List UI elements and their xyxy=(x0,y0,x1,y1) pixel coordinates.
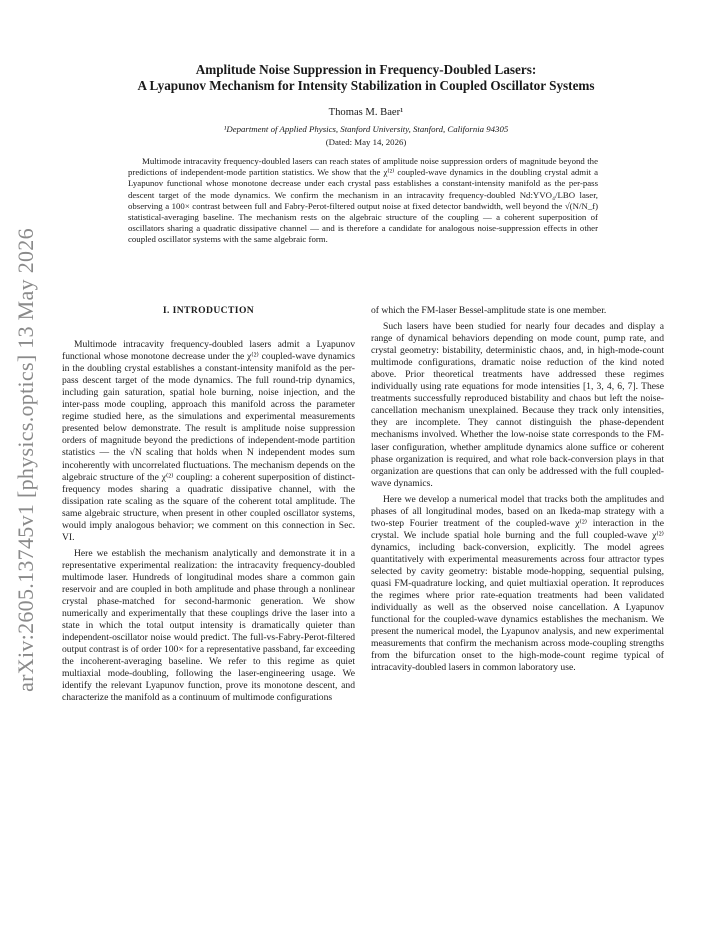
title-line-1: Amplitude Noise Suppression in Frequency-Doubled Lasers: xyxy=(195,62,537,77)
abstract: Multimode intracavity frequency-doubled lasers can reach states of amplitude noise suppression orders of magnitude beyond the predictions of independent-mode partition statistics. We show that the χ⁽²⁾ coupled-wave dynamics in the doubling crystal admit a Lyapunov functional whose monotone decrease under each crystal pass establishes a constant-intensity manifold as the per-pass descent target of the mode dynamics. We confirm the mechanism in an intracavity frequency-doubled Nd:YVO₄/LBO laser, observing a 100× contrast between full and Fabry-Perot-filtered output noise at fixed detector bandwidth, well beyond the √(N/N_f) statistical-averaging baseline. The mechanism rests on the algebraic structure of the coupling — a coherent superposition of oscillators sharing a quadratic dissipative channel — and is therefore a candidate for analogous noise-suppression effects in other coupled oscillator systems with the same algebraic form. xyxy=(128,156,598,245)
title-line-2: A Lyapunov Mechanism for Intensity Stabilization in Coupled Oscillator Systems xyxy=(137,78,595,93)
paper-title xyxy=(60,62,672,94)
paragraph: Multimode intracavity frequency-doubled lasers admit a Lyapunov functional whose monotone decrease under the χ⁽²⁾ coupled-wave dynamics in the doubling crystal establishes a constant-intensity manifold as the per-pass descent target of the mode dynamics. The full round-trip dynamics, including gain saturation, spatial hole burning, noise injection, and the inter-pass mode coupling, approach this manifold across the parameter regime studied here, as the simulations and experimental measurements presented below demonstrate. The result is amplitude noise suppression orders of magnitude beyond the predictions of independent-mode partition statistics — the √N scaling that holds when N independent modes sum incoherently with uncorrelated fluctuations. The mechanism depends on the algebraic structure of the χ⁽²⁾ coupling: a coherent superposition of distinct-frequency modes sharing a quadratic dissipative channel, with the dissipation rate scaling as the square of the coherent total amplitude. The same algebraic structure, when present in other coupled oscillator systems, would imply analogous behavior; we comment on this connection in Sec. VI. xyxy=(62,339,355,543)
author-name: Thomas M. Baer¹ xyxy=(328,107,404,118)
left-column xyxy=(62,305,355,704)
paragraph: of which the FM-laser Bessel-amplitude state is one member. xyxy=(371,305,607,316)
section-heading: I. INTRODUCTION xyxy=(162,305,255,316)
date-line: (Dated: May 14, 2026) xyxy=(325,137,407,147)
right-column xyxy=(371,305,664,674)
author-affiliation: ¹Department of Applied Physics, Stanford University, Stanford, California 94305 xyxy=(223,124,509,134)
paragraph: Here we develop a numerical model that tracks both the amplitudes and phases of all longitudinal modes, based on an Ikeda-map strategy with a two-step Fourier treatment of the coupled-wave χ⁽²⁾ interaction in the crystal. We include spatial hole burning and the full coupled-wave χ⁽²⁾ dynamics, including back-conversion, explicitly. The model agrees quantitatively with experimental measurements across four attractor types selected by cavity geometry: bistable mode-hopping, sequential pulsing, quasi FM-quadrature locking, and quiet multiaxial operation. It reproduces the regimes where prior rate-equation treatments had been validated individually as well as the observed noise cancellation. A Lyapunov functional for the coupled-wave dynamics establishes the mechanism. We present the numerical model, the Lyapunov analysis, and new experimental measurements that confirm the mechanism across mode-coupling strengths from the bifurcation onset to the high-mode-count regime typical of intracavity-doubled lasers in common laboratory use. xyxy=(371,493,664,674)
arxiv-identifier: arXiv:2605.13745v1 [physics.optics] 13 May 2026 xyxy=(13,228,38,692)
arxiv-side-stamp xyxy=(6,180,46,740)
paragraph: Here we establish the mechanism analytically and demonstrate it in a representative experimental realization: the intracavity frequency-doubled multimode laser. Hundreds of longitudinal modes share a common gain reservoir and are coupled in both amplitude and phase through a nonlinear crystal phase-matched for second-harmonic generation. We show numerically and experimentally that these couplings drive the laser into a state in which the total output intensity is dramatically quieter than independent-oscillator noise would predict. The full-vs-Fabry-Perot-filtered output contrast is of order 100× for a representative passband, far exceeding the incoherent-averaging baseline. We refer to this regime as quiet multiaxial mode-doubling, following the laser-engineering usage. We identify the relevant Lyapunov function, prove its monotone descent, and characterize the manifold as a continuum of multimode configurations xyxy=(62,547,355,704)
paragraph: Such lasers have been studied for nearly four decades and display a range of dynamical behaviors depending on mode count, pump rate, and crystal geometry: bistability, deterministic chaos, and, in high-mode-count multimode configurations, dramatic noise reduction of the kind noted above. Prior theoretical treatments have addressed these regimes individually using rate equations for mode intensities [1, 3, 4, 6, 7]. These treatments successfully reproduced bistability and chaos but left the noise-cancellation mechanism unexplained. Because they track only intensities, they are incomplete. They cannot distinguish the phase-dependent mechanisms involved. Whether the low-noise state corresponds to the FM-laser configuration, whether amplitude dynamics alone suffice or coherent phase organization is required, and what role back-conversion plays in that organization are questions that can only be addressed with the full coupled-wave dynamics. xyxy=(371,321,664,489)
